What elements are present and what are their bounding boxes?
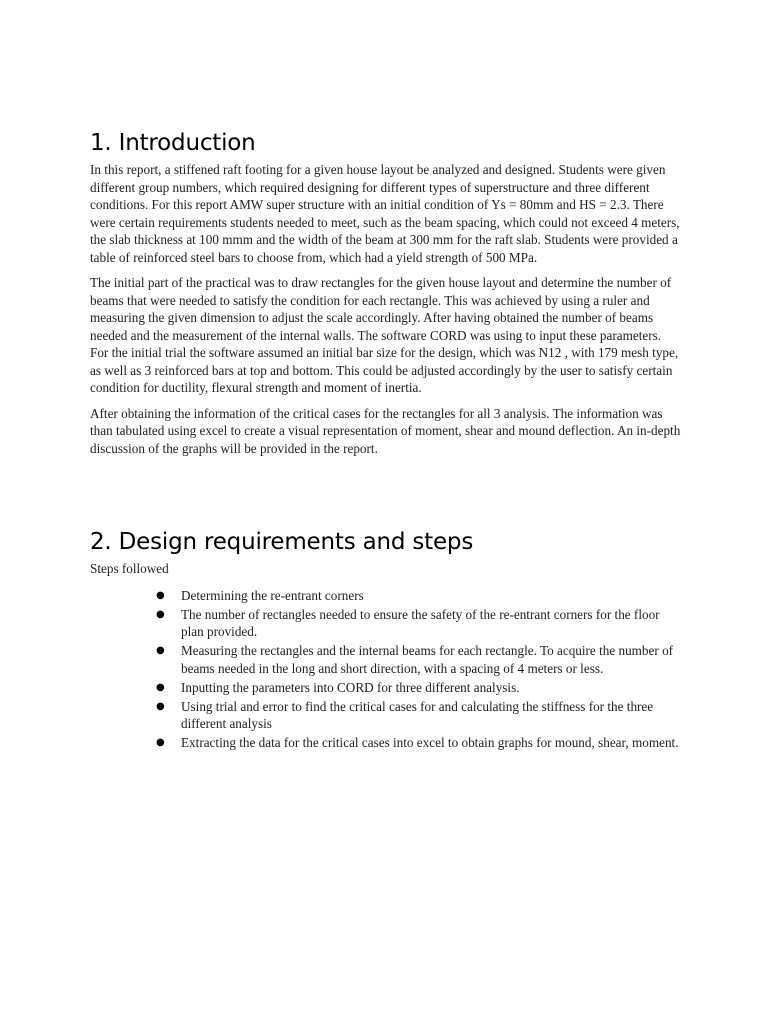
list-item xyxy=(156,587,682,605)
section-spacer xyxy=(90,465,682,527)
list-item xyxy=(156,679,682,697)
bullet-icon: ● xyxy=(156,645,165,656)
step-text: Inputting the parameters into CORD for three different analysis. xyxy=(181,679,520,695)
intro-paragraph-1: In this report, a stiffened raft footing for a given house layout be analyzed and designed. Students were given different group numbers, which required designing for different types of superstructure and three different conditions. For this report AMW super structure with an initial condition of Ys = 80mm and HS = 2.3. There were certain requirements students needed to meet, such as the beam spacing, which could not exceed 4 meters, the slab thickness at 100 mmm and the width of the beam at 300 mm for the raft slab. Students were provided a table of reinforced steel bars to choose from, which had a yield strength of 500 MPa. xyxy=(90,162,680,265)
bullet-icon: ● xyxy=(156,700,165,712)
steps-followed-label: Steps followed xyxy=(90,561,169,576)
step-text: The number of rectangles needed to ensure the safety of the re-entrant corners for the floor plan provided. xyxy=(181,606,660,639)
bullet-icon: ● xyxy=(156,608,165,620)
list-item xyxy=(156,734,682,752)
step-text: Determining the re-entrant corners xyxy=(181,587,364,603)
step-text: Extracting the data for the critical cases into excel to obtain graphs for mound, shear, moment. xyxy=(181,735,679,750)
document-content xyxy=(90,128,682,753)
introduction-heading: 1. Introduction xyxy=(90,130,256,156)
bullet-icon: ● xyxy=(156,737,165,748)
intro-paragraph-3: After obtaining the information of the critical cases for the rectangles for all 3 analysis. The information was than tabulated using excel to create a visual representation of moment, shear and mound deflection. An in-depth discussion of the graphs will be provided in the report. xyxy=(90,405,681,456)
intro-paragraph-2: The initial part of the practical was to draw rectangles for the given house layout and determine the number of beams that were needed to satisfy the condition for each rectangle. This was achieved by using a ruler and measuring the given dimension to adjust the scale accordingly. After having obtained the number of beams needed and the measurement of the internal walls. The software CORD was using to input these parameters. For the initial trial the software assumed an initial bar size for the design, which was N12 , with 179 mesh type, as well as 3 reinforced bars at top and bottom. This could be adjusted accordingly by the user to satisfy certain condition for ductility, flexural strength and moment of inertia. xyxy=(90,275,679,395)
bullet-icon: ● xyxy=(156,681,165,693)
step-text: Using trial and error to find the critical cases for and calculating the stiffness for the three different analysis xyxy=(181,698,654,731)
design-requirements-heading: 2. Design requirements and steps xyxy=(90,529,474,555)
bullet-icon: ● xyxy=(156,589,165,601)
list-item xyxy=(156,698,682,733)
step-text: Measuring the rectangles and the internal beams for each rectangle. To acquire the number of beams needed in the long and short direction, with a spacing of 4 meters or less. xyxy=(181,643,674,676)
list-item xyxy=(156,606,682,641)
steps-list xyxy=(90,587,682,752)
list-item xyxy=(156,642,682,677)
